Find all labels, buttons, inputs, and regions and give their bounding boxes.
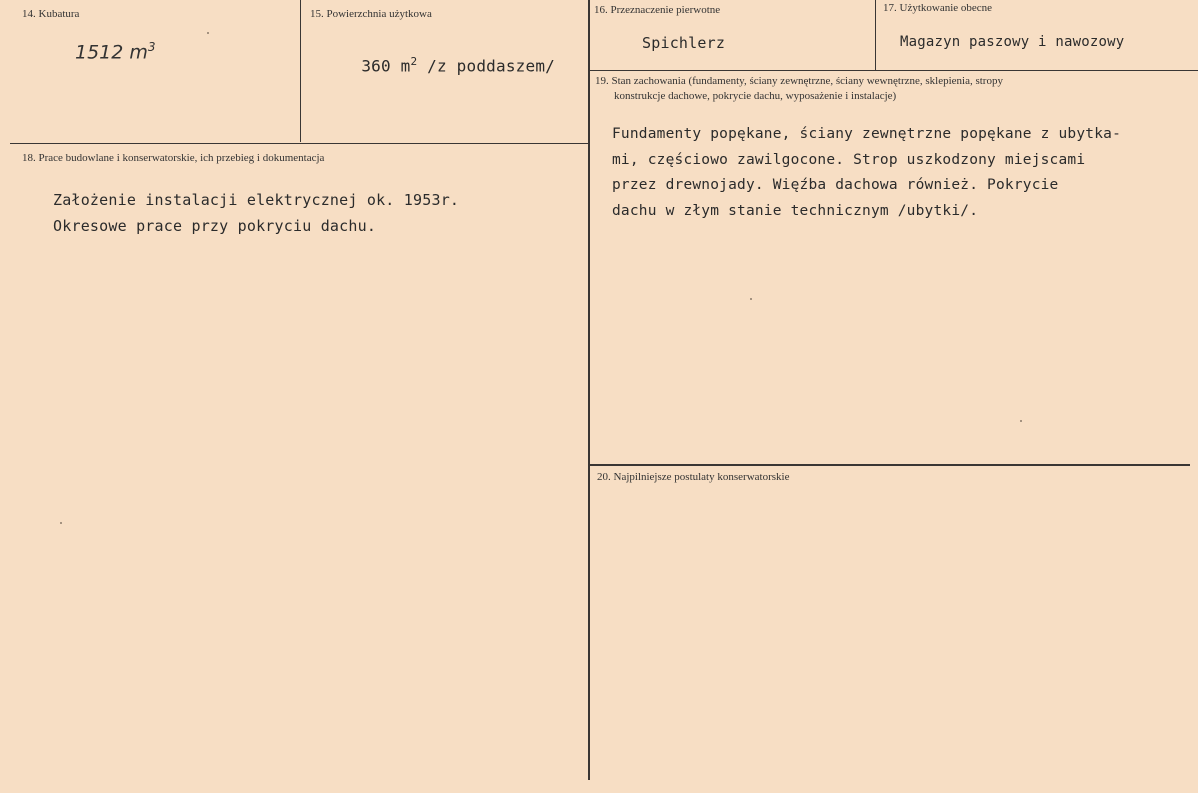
stan-zachowania-line-2: mi, częściowo zawilgocone. Strop uszkodzony miejscami — [612, 152, 1086, 168]
paper-speck — [1020, 420, 1022, 422]
przeznaczenie-pierwotne-value: Spichlerz — [642, 34, 726, 52]
stan-zachowania-line-4: dachu w złym stanie technicznym /ubytki/. — [612, 203, 979, 219]
divider-h-left — [10, 143, 588, 144]
postulaty-label: 20. Najpilniejsze postulaty konserwatorskie — [597, 471, 790, 483]
divider-v-2 — [588, 0, 590, 780]
stan-zachowania-label-2: konstrukcje dachowe, pokrycie dachu, wyposażenie i instalacje) — [614, 90, 897, 102]
divider-h-top-right — [589, 70, 1198, 71]
stan-zachowania-line-3: przez drewnojady. Więźba dachowa również. Pokrycie — [612, 177, 1059, 193]
kubatura-label: 14. Kubatura — [22, 8, 80, 20]
prace-budowlane-line-1: Założenie instalacji elektrycznej ok. 1953r. — [53, 191, 460, 209]
divider-v-1 — [300, 0, 301, 142]
prace-budowlane-label: 18. Prace budowlane i konserwatorskie, ich przebieg i dokumentacja — [22, 152, 325, 164]
powierzchnia-label: 15. Powierzchnia użytkowa — [310, 8, 432, 20]
divider-h-right-mid — [590, 464, 1190, 466]
prace-budowlane-line-2: Okresowe prace przy pokryciu dachu. — [53, 217, 377, 235]
divider-v-3 — [875, 0, 876, 70]
stan-zachowania-label-1: 19. Stan zachowania (fundamenty, ściany zewnętrzne, ściany wewnętrzne, sklepienia, stropy — [595, 75, 1003, 87]
stan-zachowania-line-1: Fundamenty popękane, ściany zewnętrzne popękane z ubytka- — [612, 126, 1121, 142]
uzytkowanie-obecne-value: Magazyn paszowy i nawozowy — [900, 34, 1125, 50]
uzytkowanie-obecne-label: 17. Użytkowanie obecne — [883, 2, 993, 14]
paper-speck — [750, 298, 752, 300]
paper-speck — [60, 522, 62, 524]
kubatura-value: 1512 $m^3$ — [75, 40, 156, 64]
paper-speck — [207, 32, 209, 34]
powierzchnia-value: 360 $m^2$ /z poddaszem/ — [361, 55, 556, 76]
przeznaczenie-pierwotne-label: 16. Przeznaczenie pierwotne — [594, 4, 721, 16]
